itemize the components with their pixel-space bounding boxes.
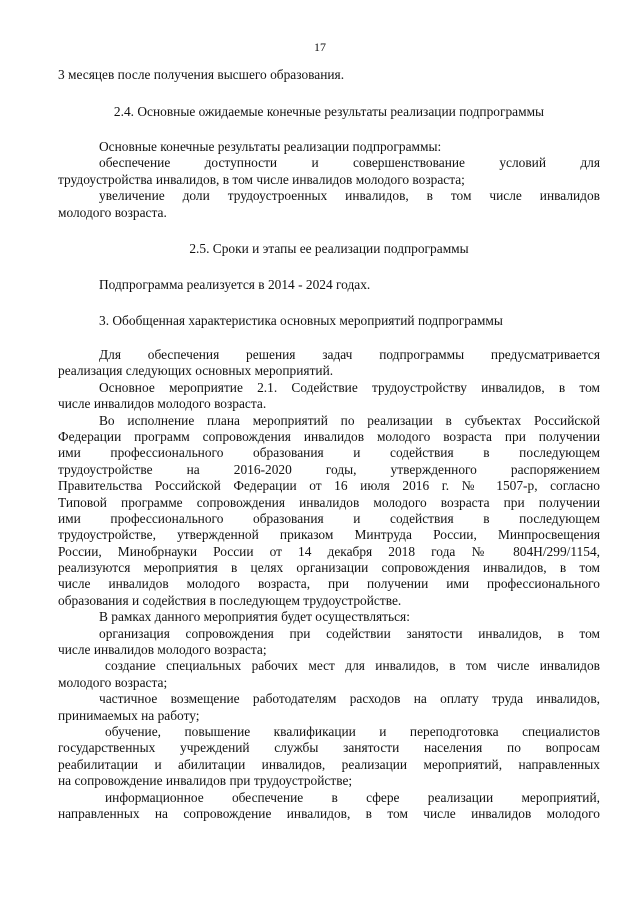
paragraph-text: Правительства Российской Федерации от 16 июля 2016 г. № 1507-р, согласно [58, 478, 600, 494]
paragraph-text: числе инвалидов молодого возраста. [58, 396, 267, 412]
paragraph-text: Основное мероприятие 2.1. Содействие трудоустройству инвалидов, в том [99, 379, 600, 395]
paragraph-text: реализуются мероприятия в целях организации сопровождения инвалидов, в том [58, 560, 600, 576]
paragraph-text: реабилитации и абилитации инвалидов, реализации мероприятий, направленных [58, 756, 600, 772]
paragraph-text: ими профессионального образования и содействия в последующем [58, 445, 600, 461]
paragraph-text: Во исполнение плана мероприятий по реализации в субъектах Российской [99, 412, 600, 428]
text-line [58, 67, 600, 83]
paragraph-text: создание специальных рабочих мест для инвалидов, в том числе инвалидов [105, 658, 600, 674]
paragraph-text: Основные конечные результаты реализации подпрограммы: [99, 139, 442, 154]
paragraph-text: числе инвалидов молодого возраста, при получении ими профессионального [58, 576, 600, 592]
page-number: 17 [314, 40, 326, 54]
results-paragraph [58, 139, 600, 221]
paragraph-text: на сопровождение инвалидов при трудоустройстве; [58, 773, 353, 789]
paragraph-text: России, Минобрнауки России от 14 декабря 2018 года № 804Н/299/1154, [58, 543, 600, 559]
section-heading-2-4 [58, 104, 600, 120]
paragraph-text: образования и содействия в последующем трудоустройстве. [58, 592, 402, 608]
section-heading: 2.5. Сроки и этапы ее реализации подпрограммы [189, 241, 469, 256]
paragraph-text: молодого возраста. [58, 204, 167, 220]
paragraph-text: Федерации программ сопровождения инвалидов молодого возраста при получении [58, 428, 600, 444]
paragraph-text: Для обеспечения решения задач подпрограммы предусматривается [99, 347, 600, 362]
paragraph-text: 3 месяцев после получения высшего образования. [58, 67, 345, 82]
paragraph-text: организация сопровождения при содействии занятости инвалидов, в том [99, 625, 600, 641]
paragraph-text: Подпрограмма реализуется в 2014 - 2024 годах. [99, 277, 371, 292]
paragraph-text: информационное обеспечение в сфере реализации мероприятий, [105, 789, 600, 805]
paragraph-text: трудоустройстве, утвержденной приказом Минтруда России, Минпросвещения [58, 527, 600, 543]
paragraph-text: увеличение доли трудоустроенных инвалидов, в том числе инвалидов [99, 188, 600, 204]
section-heading-3 [58, 313, 600, 329]
paragraph-text: молодого возраста; [58, 674, 168, 690]
timeframe-paragraph [58, 277, 600, 293]
paragraph-text: ими профессионального образования и содействия в последующем [58, 510, 600, 526]
paragraph-text: обеспечение доступности и совершенствование условий для [99, 155, 600, 171]
section-heading: 2.4. Основные ожидаемые конечные результаты реализации подпрограммы [113, 104, 545, 119]
paragraph-text: числе инвалидов молодого возраста; [58, 642, 267, 658]
paragraph-text: обучение, повышение квалификации и переподготовка специалистов [105, 723, 600, 739]
paragraph-text: трудоустройстве на 2016-2020 годы, утвержденного распоряжением [58, 461, 600, 477]
section-heading: 3. Обобщенная характеристика основных мероприятий подпрограммы [99, 313, 503, 328]
paragraph-text: государственных учреждений службы занятости населения по вопросам [58, 740, 600, 756]
paragraph-text: принимаемых на работу; [58, 707, 200, 723]
main-body [58, 347, 600, 822]
paragraph-text: частичное возмещение работодателям расходов на оплату труда инвалидов, [99, 691, 600, 707]
paragraph-text: трудоустройства инвалидов, в том числе инвалидов молодого возраста; [58, 171, 465, 187]
paragraph-text: В рамках данного мероприятия будет осуществляться: [99, 609, 410, 625]
section-heading-2-5 [58, 241, 600, 257]
paragraph-text: направленных на сопровождение инвалидов, в том числе инвалидов молодого [58, 805, 600, 821]
paragraph-text: реализация следующих основных мероприятий. [58, 363, 334, 379]
paragraph-text: Типовой программе сопровождения инвалидов молодого возраста при получении [58, 494, 600, 510]
